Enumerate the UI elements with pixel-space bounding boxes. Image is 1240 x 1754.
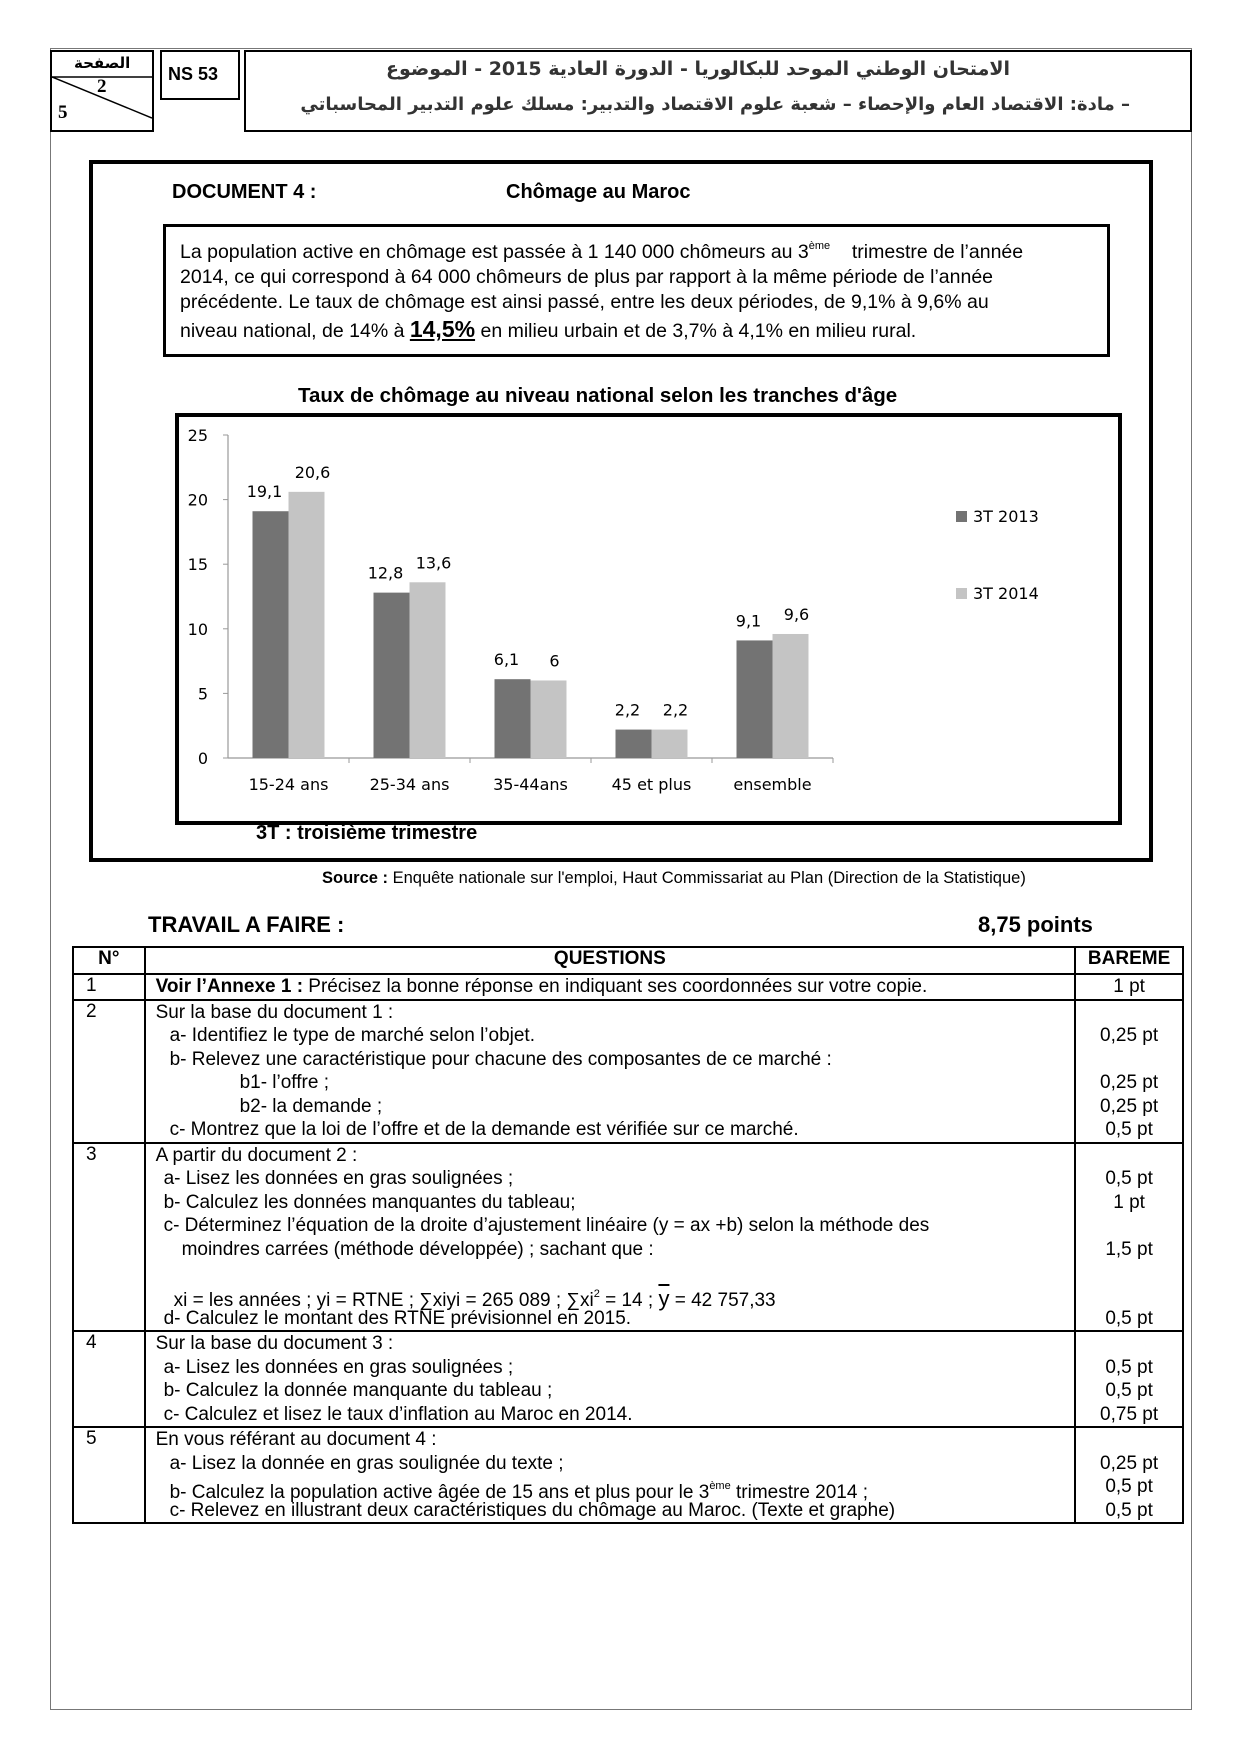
points-value: 0,25 pt [1100,1095,1159,1117]
bar-3t-2014 [531,680,567,758]
points-value: 0,25 pt [1100,1452,1159,1474]
data-label: 12,8 [367,563,404,583]
exam-title-line1: الامتحان الوطني الموحد للبكالوريا - الدورة العادية 2015 - الموضوع [386,58,1010,80]
source-line: Source : Enquête nationale sur l'emploi, Haut Commissariat au Plan (Direction de la Statistique) [322,869,1026,887]
question-line [156,1261,1075,1283]
table-header-row [73,947,1183,974]
bar-3t-2014 [773,634,809,758]
text-line-3: précédente. Le taux de chômage est ainsi passé, entre les deux périodes, de 9,1% à 9,6% au [180,291,989,313]
highlight-value: 14,5% [409,316,476,342]
table-row [73,1000,1183,1143]
question-line: En vous référant au document 4 : [155,1429,437,1450]
points-value [1076,1428,1182,1452]
y-tick-label: 5 [197,684,208,704]
question-text [145,1143,1076,1332]
question-number: 4 [73,1331,145,1427]
data-label: 9,6 [783,604,810,624]
question-line: xi = les années ; yi = RTNE ; ∑xiyi = 265 089 ; $\sum xi^2 = 14$ ; $\overline{y} = 42$ 757,33 [173,1286,776,1311]
x-tick-label: 25-34 ans [369,775,450,794]
question-line: a- Lisez les données en gras soulignées ; [163,1168,514,1189]
points-value [1076,1001,1182,1025]
table-row [73,1143,1183,1332]
exam-title-line2: – مادة: الاقتصاد العام والإحصاء – شعبة علوم الاقتصاد والتدبير: مسلك علوم التدبير المحاسباتي [300,94,1130,115]
points-value: 0,5 pt [1105,1168,1153,1189]
x-tick-label: ensemble [733,775,812,794]
question-line: c- Déterminez l’équation de la droite d’ajustement linéaire (y = ax +b) selon la méthode des [163,1215,930,1236]
text-line-4: niveau national, de 14% à 14,5% en milieu urbain et de 3,7% à 4,1% en milieu rural. [180,316,917,342]
points-value: 0,5 pt [1105,1476,1153,1497]
points-value [1076,1261,1182,1283]
questions-table [72,946,1184,1524]
bar-3t-2013 [737,640,773,758]
y-bar-symbol: $\overline{y}$ [658,1286,670,1311]
points-value: 0,5 pt [1105,1356,1153,1378]
y-tick-label: 0 [197,749,208,768]
y-tick-label: 10 [188,619,208,639]
question-text [145,1331,1076,1427]
question-line: b- Calculez la population active âgée de 15 ans et plus pour le 3ème trimestre 2014 ; [169,1480,868,1503]
points-value: 1 pt [1113,1191,1145,1213]
question-number: 1 [73,974,145,1000]
question-line: b1- l’offre ; [239,1072,329,1093]
exam-code: NS 53 [168,64,219,84]
question-points [1075,1427,1183,1523]
legend-label: 3T 2014 [973,584,1039,603]
question-number: 3 [73,1143,145,1332]
question-number: 2 [73,1000,145,1143]
question-text [145,1427,1076,1523]
points-value [1076,1144,1182,1168]
data-label: 6 [549,651,560,671]
question-line: Voir l’Annexe 1 : Précisez la bonne réponse en indiquant ses coordonnées sur votre copie. [155,976,928,997]
header-bareme: BAREME [1075,947,1183,974]
exam-code-box [160,50,240,100]
x-tick-label: 45 et plus [611,775,692,794]
question-line: b- Calculez la donnée manquante du tableau ; [163,1380,553,1401]
points-value: 0,25 pt [1100,1025,1159,1046]
question-line: c- Calculez et lisez le taux d’inflation au Maroc en 2014. [163,1403,633,1425]
question-line: d- Calculez le montant des RTNE prévisionnel en 2015. [163,1307,632,1329]
header-questions: QUESTIONS [145,947,1076,974]
points-value: 0,5 pt [1105,1380,1153,1401]
x-tick-label: 35-44ans [493,775,568,794]
question-line: a- Identifiez le type de marché selon l’objet. [169,1025,535,1046]
page-number-box [50,50,154,132]
bar-3t-2013 [374,593,410,758]
y-tick-label: 25 [188,426,208,445]
data-label: 19,1 [246,482,283,502]
y-tick-label: 20 [188,490,208,510]
question-line: b2- la demande ; [239,1095,383,1117]
header-no: N° [73,947,145,974]
table-row [73,1331,1183,1427]
travail-title: TRAVAIL A FAIRE : [148,912,345,937]
points-value [1076,1048,1182,1072]
points-value: 1 pt [1113,976,1145,997]
bar-3t-2014 [410,582,446,758]
chart-title: Taux de chômage au niveau national selon les tranches d'âge [298,384,898,407]
document4-label: DOCUMENT 4 : [172,181,317,203]
question-line: c- Montrez que la loi de l’offre et de la demande est vérifiée sur ce marché. [169,1119,799,1140]
points-value: 0,75 pt [1100,1403,1159,1425]
data-label: 2,2 [614,700,641,720]
question-points [1075,974,1183,1000]
bar-3t-2013 [616,730,652,758]
question-line: c- Relevez en illustrant deux caractéristiques du chômage au Maroc. (Texte et graphe) [169,1499,896,1521]
x-tick-label: 15-24 ans [248,775,329,794]
text-line-2: 2014, ce qui correspond à 64 000 chômeurs de plus par rapport à la même période de l’année [180,266,994,288]
bar-chart [188,423,1108,815]
question-line: a- Lisez la donnée en gras soulignée du texte ; [169,1452,564,1474]
data-label: 20,6 [294,462,331,482]
question-points [1075,1143,1183,1332]
table-row [73,974,1183,1000]
points-value: 0,25 pt [1100,1072,1159,1093]
question-text [145,1000,1076,1143]
document4-title: Chômage au Maroc [506,181,691,203]
points-value [1076,1332,1182,1356]
data-label: 13,6 [415,553,452,573]
data-label: 2,2 [662,700,689,720]
table-row [73,1427,1183,1523]
data-label: 6,1 [493,650,520,670]
question-points [1075,1000,1183,1143]
points-value: 0,5 pt [1105,1307,1153,1329]
question-line: b- Calculez les données manquantes du tableau; [163,1191,576,1213]
travail-points: 8,75 points [978,912,1093,937]
legend-swatch [956,588,967,599]
bar-3t-2014 [289,492,325,758]
legend-swatch [956,511,967,522]
points-value [1076,1283,1182,1307]
question-line: Sur la base du document 3 : [155,1333,394,1354]
points-value: 0,5 pt [1105,1119,1153,1140]
question-line: A partir du document 2 : [155,1144,358,1166]
question-line: Sur la base du document 1 : [155,1001,394,1023]
exam-title-box [244,50,1192,132]
question-text [145,974,1076,1000]
points-value: 1,5 pt [1105,1238,1153,1260]
bar-3t-2014 [652,730,688,758]
question-number: 5 [73,1427,145,1523]
data-label: 9,1 [735,611,762,631]
bar-3t-2013 [495,679,531,758]
points-value [1076,1214,1182,1238]
y-tick-label: 15 [188,555,208,575]
legend-label: 3T 2013 [973,507,1039,526]
bar-3t-2013 [253,511,289,758]
page-total: 5 [58,102,68,123]
question-line: a- Lisez les données en gras soulignées ; [163,1356,514,1378]
page-current: 2 [97,76,107,97]
text-line-1: La population active en chômage est passée à 1 140 000 chômeurs au 3ème trimestre de l’année [180,240,1024,263]
question-line: moindres carrées (méthode développée) ; sachant que : [181,1238,654,1260]
question-points [1075,1331,1183,1427]
chart-footnote: 3T : troisième trimestre [256,822,478,844]
page-label: الصفحة [74,54,131,72]
document4-text-box [163,224,1110,357]
points-value: 0,5 pt [1105,1499,1153,1521]
question-line: b- Relevez une caractéristique pour chacune des composantes de ce marché : [169,1048,832,1070]
